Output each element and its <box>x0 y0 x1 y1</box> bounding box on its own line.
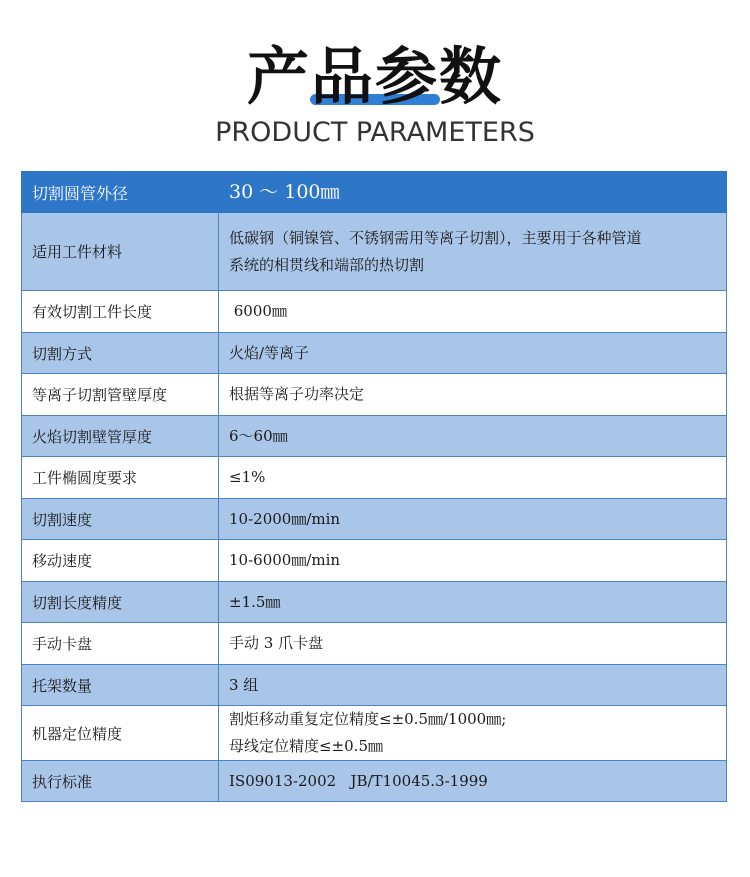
row-value: IS09013-2002 JB/T10045.3-1999 <box>219 761 727 802</box>
row-label: 有效切割工件长度 <box>22 291 219 333</box>
table-row-standard <box>22 761 727 802</box>
page-title: 产品参数 <box>246 40 503 113</box>
row-label: 切割长度精度 <box>22 582 219 623</box>
row-value: 10-6000㎜/min <box>219 540 727 582</box>
row-value: 火焰/等离子 <box>219 333 727 374</box>
row-value: 6～60㎜ <box>219 416 727 457</box>
table-row-cutting-method <box>22 333 727 374</box>
row-value-line-2: 系统的相贯线和端部的热切割 <box>229 255 425 274</box>
row-label: 火焰切割壁管厚度 <box>22 416 219 457</box>
table-row-positioning-accuracy <box>22 706 727 761</box>
row-label: 机器定位精度 <box>22 706 219 761</box>
row-value: 10-2000㎜/min <box>219 499 727 540</box>
row-label: 等离子切割管壁厚度 <box>22 374 219 416</box>
table-row-plasma-thickness <box>22 374 727 416</box>
row-value: 6000㎜ <box>219 291 727 333</box>
row-label: 切割速度 <box>22 499 219 540</box>
parameter-table <box>21 171 727 802</box>
row-label: 托架数量 <box>22 665 219 706</box>
row-label: 手动卡盘 <box>22 623 219 665</box>
row-value-line-2: 母线定位精度≤±0.5㎜ <box>229 737 383 755</box>
row-value: 3 组 <box>219 665 727 706</box>
row-value: 手动 3 爪卡盘 <box>219 623 727 665</box>
row-label: 移动速度 <box>22 540 219 582</box>
row-value: 30 ～ 100㎜ <box>219 172 727 213</box>
table-row-ovality <box>22 457 727 499</box>
table-row-effective-length <box>22 291 727 333</box>
row-label: 执行标准 <box>22 761 219 802</box>
row-label: 工件椭圆度要求 <box>22 457 219 499</box>
page-subtitle-english: PRODUCT PARAMETERS <box>215 117 535 148</box>
row-value-line-1: 低碳钢（铜镍管、不锈钢需用等离子切割），主要用于各种管道 <box>229 228 642 247</box>
title-block <box>0 0 750 160</box>
row-label: 切割方式 <box>22 333 219 374</box>
table-row-length-accuracy <box>22 582 727 623</box>
table-row-flame-thickness <box>22 416 727 457</box>
table-row-outer-diameter <box>22 172 727 213</box>
row-value <box>219 706 727 761</box>
table-row-material <box>22 213 727 291</box>
row-label: 适用工件材料 <box>22 213 219 291</box>
table-row-bracket-count <box>22 665 727 706</box>
row-value: ±1.5㎜ <box>219 582 727 623</box>
row-value: 根据等离子功率决定 <box>219 374 727 416</box>
row-value: ≤1% <box>219 457 727 499</box>
table-row-cutting-speed <box>22 499 727 540</box>
table-row-moving-speed <box>22 540 727 582</box>
table-row-chuck <box>22 623 727 665</box>
row-label: 切割圆管外径 <box>22 172 219 213</box>
title-cn-wrap <box>0 42 750 112</box>
row-value-line-1: 割炬移动重复定位精度≤±0.5㎜/1000㎜; <box>229 710 507 728</box>
row-value <box>219 213 727 291</box>
